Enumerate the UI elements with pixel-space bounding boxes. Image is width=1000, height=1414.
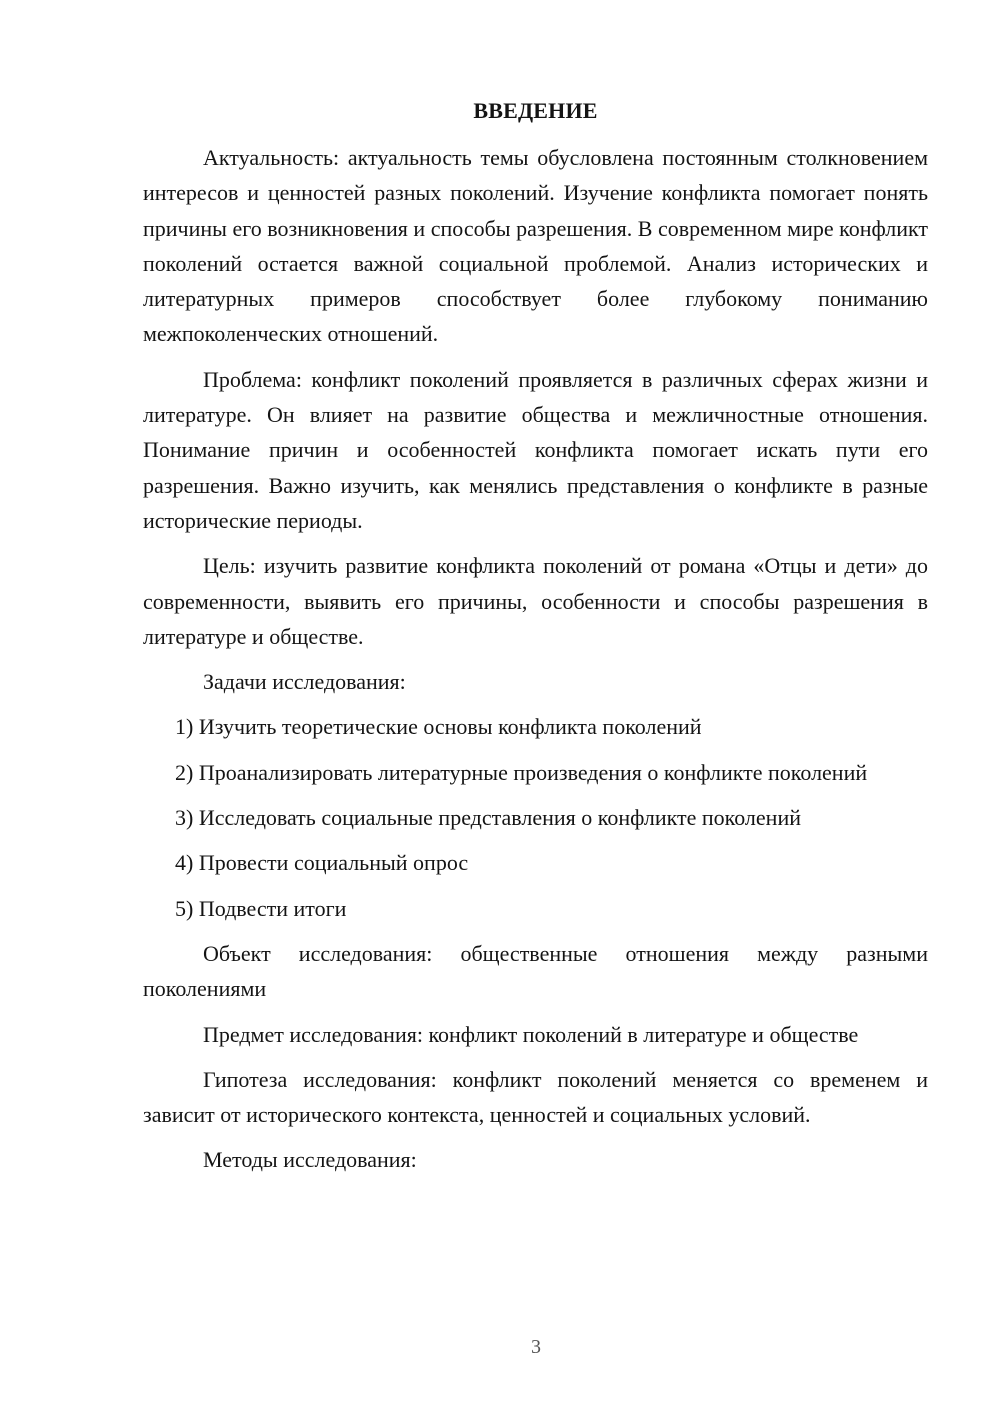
paragraph-object: Объект исследования: общественные отношения между разными поколениями: [143, 940, 928, 1002]
section-title: ВВЕДЕНИЕ: [473, 98, 598, 123]
paragraph-problem: Проблема: конфликт поколений проявляется в различных сферах жизни и литературе. Он влияет на развитие общества и межличностные отношения. Понимание причин и особенностей конфликта помогает искать пути его разрешения. Важно изучить, как менялись представления о конфликте в разные исторические периоды.: [143, 366, 928, 533]
document-page: [143, 96, 928, 1188]
task-item-4: 4) Провести социальный опрос: [175, 850, 469, 876]
paragraph-relevance: Актуальность: актуальность темы обусловлена постоянным столкновением интересов и ценностей разных поколений. Изучение конфликта помогает понять причины его возникновения и способы разрешения. В современном мире конфликт поколений остается важной социальной проблемой. Анализ исторических и литературных примеров способствует более глубокому пониманию межпоколенческих отношений.: [143, 145, 928, 347]
task-item-2: 2) Проанализировать литературные произведения о конфликте поколений: [175, 759, 868, 785]
task-item-5: 5) Подвести итоги: [175, 895, 347, 921]
paragraph-hypothesis: Гипотеза исследования: конфликт поколений меняется со временем и зависит от исторического контекста, ценностей и социальных условий.: [143, 1066, 928, 1128]
paragraph-tasks-heading: Задачи исследования:: [203, 669, 406, 695]
paragraph-goal: Цель: изучить развитие конфликта поколений от романа «Отцы и дети» до современности, выявить его причины, особенности и способы разрешения в литературе и обществе.: [143, 553, 928, 649]
paragraph-subject: Предмет исследования: конфликт поколений в литературе и обществе: [203, 1021, 859, 1047]
paragraph-methods: Методы исследования:: [203, 1147, 417, 1173]
page-number: 3: [531, 1336, 541, 1358]
task-item-3: 3) Исследовать социальные представления о конфликте поколений: [175, 805, 801, 831]
task-item-1: 1) Изучить теоретические основы конфликта поколений: [175, 714, 702, 740]
